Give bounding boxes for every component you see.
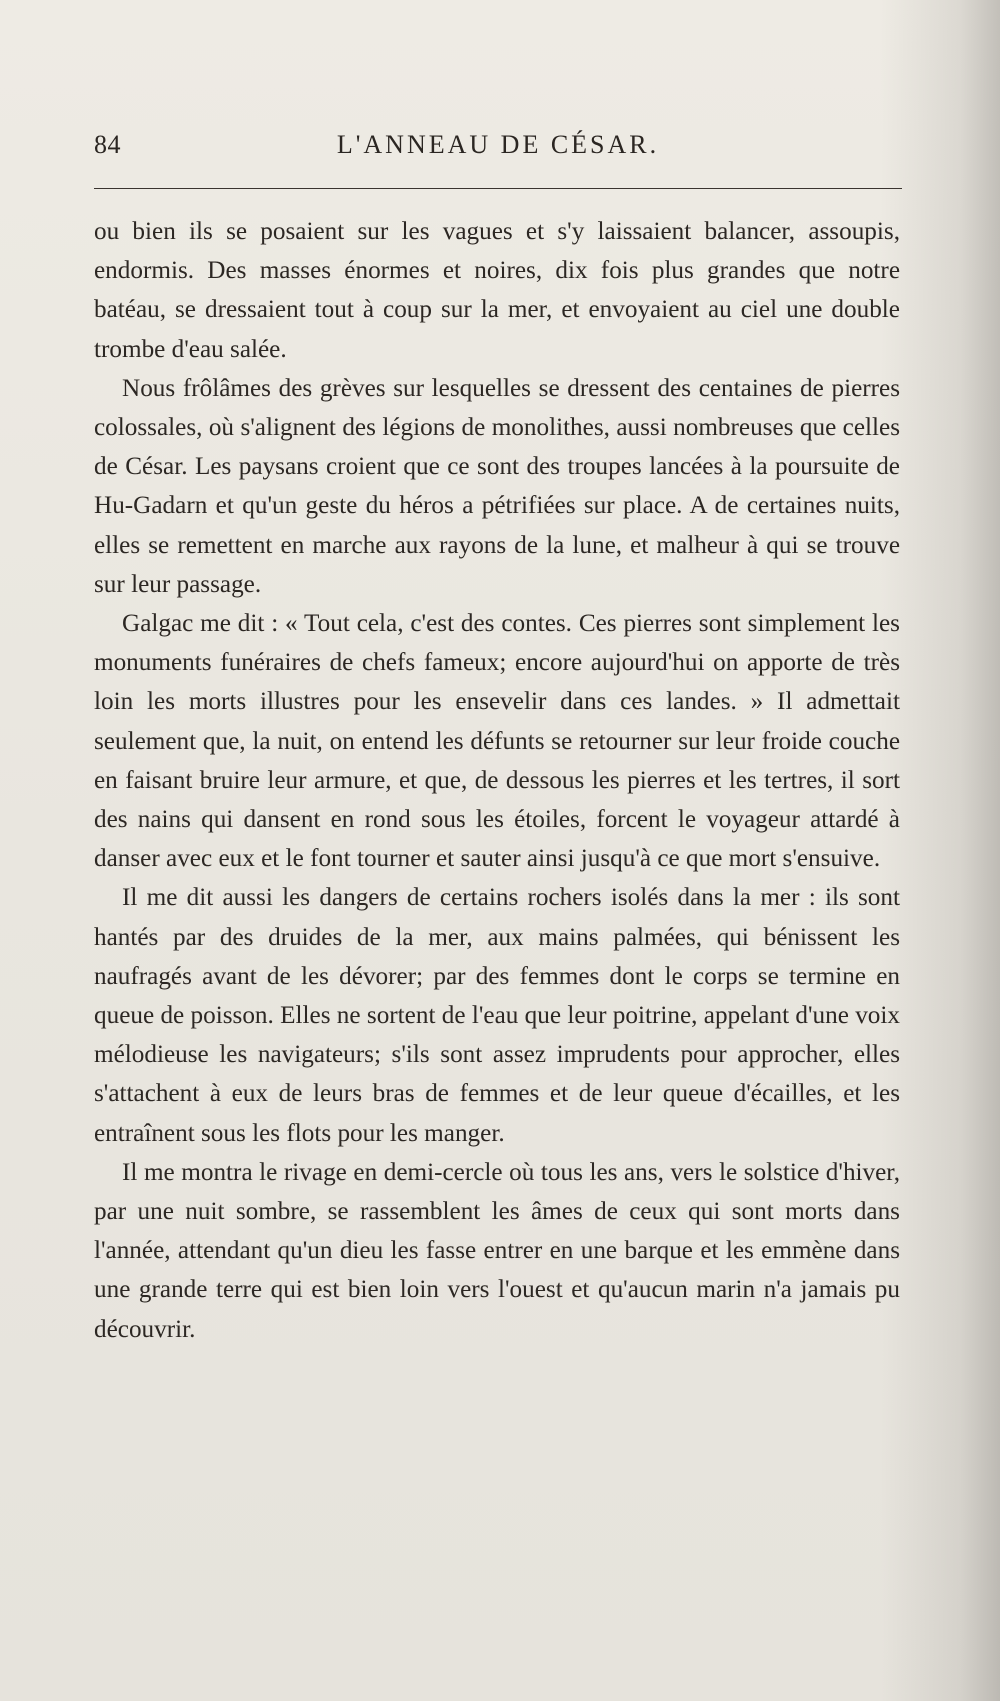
paragraph: ou bien ils se posaient sur les vagues et s'y laissaient balancer, assoupis, endormis. Des masses énormes et noires, dix fois plus grandes que notre batéau, se dressaient tout à coup sur la mer, et envoyaient au ciel une double trombe d'eau salée. bbox=[94, 218, 900, 363]
running-title: L'ANNEAU DE CÉSAR. bbox=[336, 130, 660, 159]
paragraph: Galgac me dit : « Tout cela, c'est des contes. Ces pierres sont simplement les monuments funéraires de chefs fameux; encore aujourd'hui on apporte de très loin les morts illustres pour les ensevelir dans ces landes. » Il admettait seulement que, la nuit, on entend les défunts se retourner sur leur froide couche en faisant bruire leur armure, et que, de dessous les pierres et les tertres, il sort des nains qui dansent en rond sous les étoiles, forcent le voyageur attardé à danser avec eux et le font tourner et sauter ainsi jusqu'à ce que mort s'ensuive. bbox=[94, 610, 900, 873]
page-header bbox=[94, 130, 902, 170]
page-number: 84 bbox=[94, 130, 121, 159]
body-text bbox=[94, 212, 900, 1349]
paragraph: Il me montra le rivage en demi-cercle où tous les ans, vers le solstice d'hiver, par une nuit sombre, se rassemblent les âmes de ceux qui sont morts dans l'année, attendant qu'un dieu les fasse entrer en une barque et les emmène dans une grande terre qui est bien loin vers l'ouest et qu'aucun marin n'a jamais pu découvrir. bbox=[94, 1158, 900, 1343]
paragraph: Il me dit aussi les dangers de certains rochers isolés dans la mer : ils sont hantés par des druides de la mer, aux mains palmées, qui bénissent les naufragés avant de les dévorer; par des femmes dont le corps se termine en queue de poisson. Elles ne sortent de l'eau que leur poitrine, appelant d'une voix mélodieuse les navigateurs; s'ils sont assez imprudents pour approcher, elles s'attachent à eux de leurs bras de femmes et de leur queue d'écailles, et les entraînent sous les flots pour les manger. bbox=[94, 884, 900, 1147]
header-rule bbox=[94, 188, 902, 189]
paragraph: Nous frôlâmes des grèves sur lesquelles se dressent des centaines de pierres colossales, où s'alignent des légions de monolithes, aussi nombreuses que celles de César. Les paysans croient que ce sont des troupes lancées à la poursuite de Hu-Gadarn et qu'un geste du héros a pétrifiées sur place. A de certaines nuits, elles se remettent en marche aux rayons de la lune, et malheur à qui se trouve sur leur passage. bbox=[94, 374, 900, 598]
